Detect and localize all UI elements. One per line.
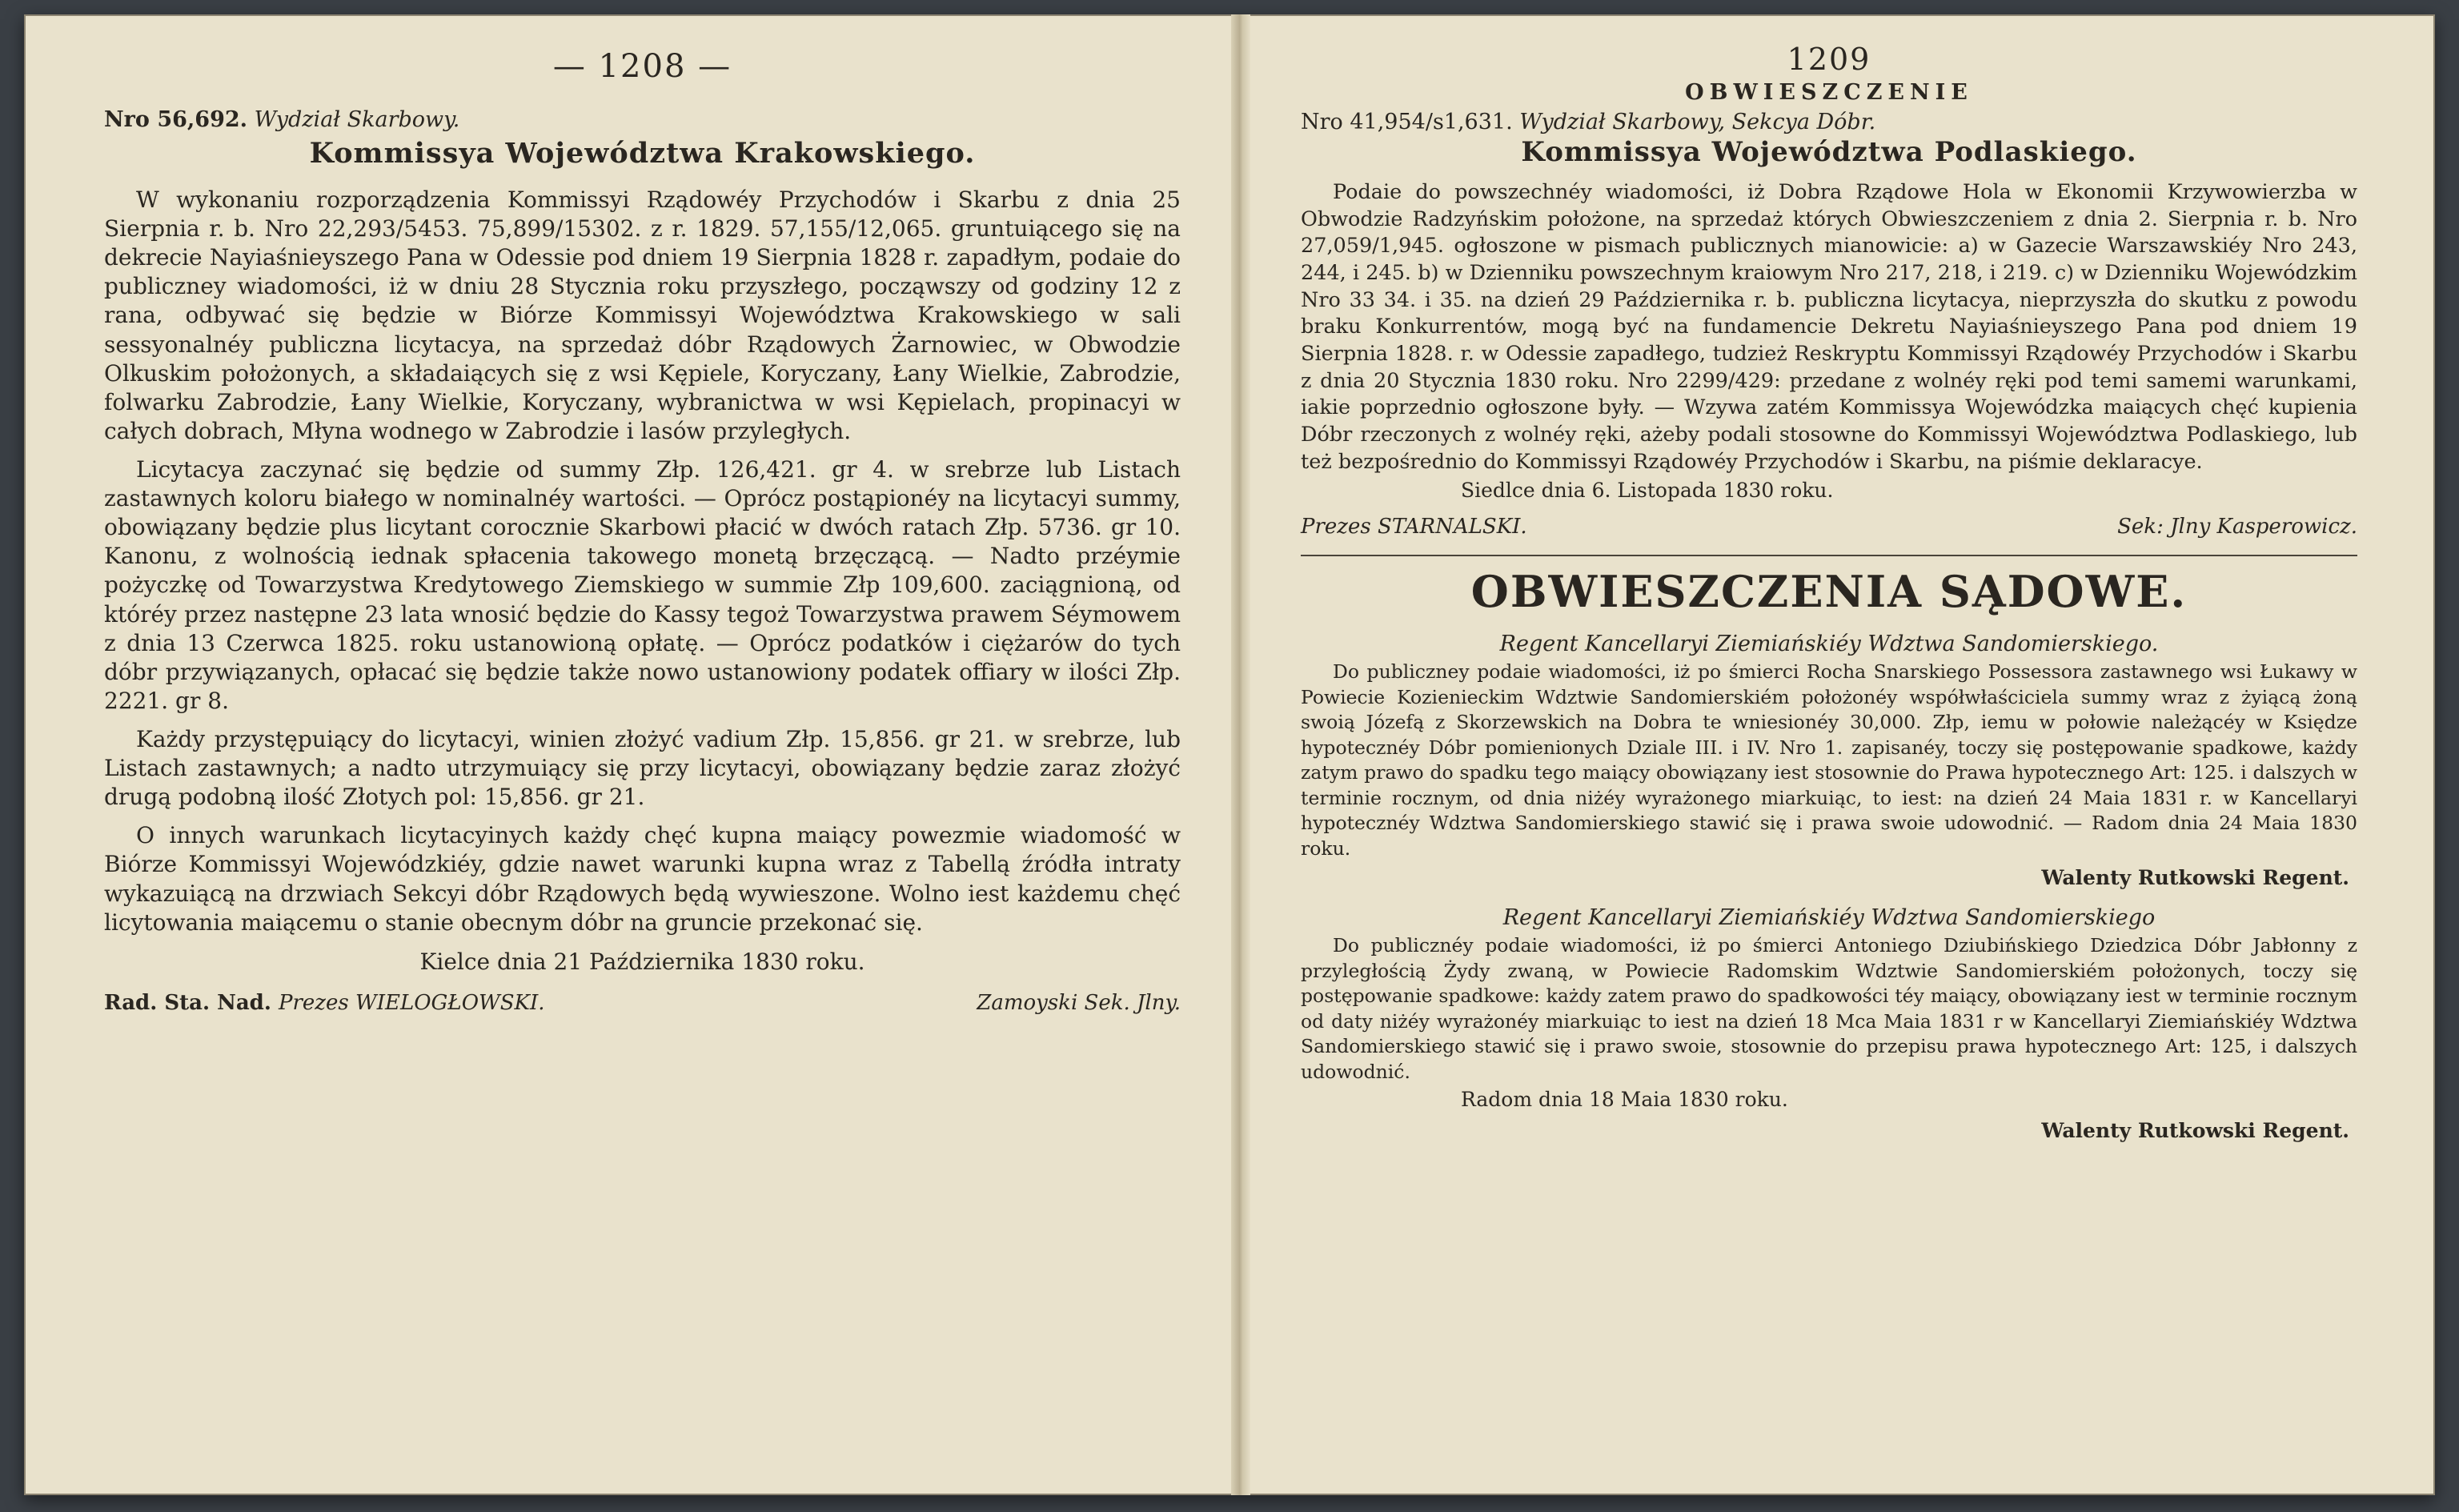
left-signatures: [104, 991, 1181, 1015]
left-date-line: Kielce dnia 21 Października 1830 roku.: [419, 948, 865, 975]
right-notice-sign-left: Prezes STARNALSKI.: [1301, 515, 1527, 539]
left-header: [104, 107, 1181, 132]
left-page: [104, 14, 1181, 1495]
court-notices: [1301, 632, 2357, 1142]
left-signature-right: Zamoyski Sek. Jlny.: [977, 990, 1181, 1015]
right-notice: [1301, 179, 2357, 539]
court-notice-1-regent: Regent Kancellaryi Ziemiańskiéy Wdztwa Sandomierskiego.: [1499, 632, 2159, 657]
newspaper-spread: [24, 14, 2435, 1495]
court-notice-2-sign: Walenty Rutkowski Regent.: [2041, 1119, 2349, 1142]
left-signature-office: Rad. Sta. Nad.: [104, 990, 271, 1015]
right-header-dept: Wydział Skarbowy, Sekcya Dóbr.: [1519, 110, 1876, 134]
left-paragraph-2: Licytacya zaczynać się będzie od summy Złp. 126,421. gr 4. w srebrze lub Listach zastawnych koloru białego w nominalnéy wartości. — Oprócz postąpionéy na licytacyi summy, obowiązany będzie plus licytant corocznie Skarbowi płacić w dwóch ratach Złp. 5736. gr 10. Kanonu, z wolnością iednak spłacenia takowego monetą brzęczącą. — Nadto przéymie pożyczkę od Towarzystwa Kredytowego Ziemskiego w summie Złp 109,600. zaciągnioną, od któréy przez następne 23 lata wnosić będzie do Kassy tegoż Towarzystwa prawem Séymowem z dnia 13 Czerwca 1825. roku ustanowioną opłatę. — Oprócz podatków i ciężarów do tych dóbr przywiązanych, opłacać się będzie także nowo ustanowiony podatek offiary w ilości Złp. 2221. gr 8.: [104, 455, 1181, 714]
court-notice-1-text: Do publiczney podaie wiadomości, iż po śmierci Rocha Snarskiego Possessora zastawnego wsi Łukawy w Powiecie Kozienieckim Wdztwie Sandomierskiém położonéy współwłaściciela summy wraz z żyiącą żoną swoią Józefą z Skorzewskich na Dobra te wniesionéy 30,000. Złp, iemu w połowie należącéy w Księdze hypotecznéy Dóbr pomienionych Dziale III. i IV. Nro 1. zapisanéy, toczy się postępowanie spadkowe, każdy zatym prawo do spadku tego maiący obowiązany iest stosownie do Prawa hypotecznego Art: 125. i dalszych w terminie rocznym, od dnia niżéy wyrażonego miarkuiąc, to iest: na dzień 24 Maia 1831 r. w Kancellaryi hypotecznéy Wdztwa Sandomierskiego stawić się i prawa swoie udowodnić. — Radom dnia 24 Maia 1830 roku.: [1301, 660, 2357, 860]
left-signature-prezes: Prezes WIELOGŁOWSKI.: [278, 990, 545, 1015]
right-header-number: Nro 41,954/s1,631.: [1301, 110, 1513, 134]
court-notice-2-date: Radom dnia 18 Maia 1830 roku.: [1461, 1088, 1788, 1111]
right-obwieszczenie-heading: OBWIESZCZENIE: [1685, 80, 1973, 105]
page-fold: [1231, 14, 1250, 1495]
court-notice-1-sign: Walenty Rutkowski Regent.: [2041, 866, 2349, 890]
left-header-dept: Wydział Skarbowy.: [254, 107, 460, 132]
left-paragraph-3: Każdy przystępuiący do licytacyi, winien złożyć vadium Złp. 15,856. gr 21. w srebrze, lub Listach zastawnych; a nadto utrzymuiący się przy licytacyi, obowiązany będzie zaraz złożyć drugą podobną ilość Złotych pol: 15,856. gr 21.: [104, 725, 1181, 811]
right-header: [1301, 110, 2357, 134]
right-notice-text: Podaie do powszechnéy wiadomości, iż Dobra Rządowe Hola w Ekonomii Krzywowierzba w Obwodzie Radzyńskim położone, na sprzedaż których Obwieszczeniem z dnia 2. Sierpnia r. b. Nro 27,059/1,945. ogłoszone w pismach publicznych mianowicie: a) w Gazecie Warszawskiéy Nro 243, 244, i 245. b) w Dzienniku powszechnym kraiowym Nro 217, 218, i 219. c) w Dzienniku Wojewódzkim Nro 33 34. i 35. na dzień 29 Października r. b. publiczna licytacya, nieprzyszła do skutku z powodu braku Konkurrentów, mogą być na fundamencie Dekretu Nayiaśnieyszego Pana pod dniem 19 Sierpnia 1828. r. w Odessie zapadłego, tudzież Reskryptu Kommissyi Rządowéy Przychodów i Skarbu z dnia 20 Stycznia 1830 roku. Nro 2299/429: przedane z wolnéy ręki pod temi samemi warunkami, iakie poprzednio ogłoszone były. — Wzywa zatém Kommissya Wojewódzka maiących chęć kupienia Dóbr rzeczonych z wolnéy ręki, ażeby podali stosowne do Kommissyi Województwa Podlaskiego, lub też bezpośrednio do Kommissyi Rządowéy Przychodów i Skarbu, na piśmie deklaracye.: [1301, 180, 2357, 474]
right-notice-sign-right: Sek: Jlny Kasperowicz.: [2117, 515, 2357, 539]
left-header-number: Nro 56,692.: [104, 107, 248, 132]
right-page-number: 1209: [1787, 42, 1871, 77]
right-title: Kommissya Województwa Podlaskiego.: [1521, 136, 2137, 168]
right-page: [1301, 14, 2357, 1495]
left-paragraph-1: W wykonaniu rozporządzenia Kommissyi Rządowéy Przychodów i Skarbu z dnia 25 Sierpnia r. b. Nro 22,293/5453. 75,899/15302. z r. 1829. 57,155/12,065. gruntuiącego się na dekrecie Nayiaśnieyszego Pana w Odessie pod dniem 19 Sierpnia 1828 r. zapadłym, podaie do publiczney wiadomości, iż w dniu 28 Stycznia roku przyszłego, począwszy od godziny 12 z rana, odbywać się będzie w Biórze Kommissyi Województwa Krakowskiego w sali sessyonalnéy publiczna licytacya, na sprzedaż dóbr Rządowych Żarnowiec, w Obwodzie Olkuskim położonych, a składaiących się z wsi Kępiele, Koryczany, Łany Wielkie, Zabrodzie, folwarku Zabrodzie, Łany Wielkie, Koryczany, wybranictwa w wsi Kępielach, propinacyi w całych dobrach, Młyna wodnego w Zabrodzie i lasów przyległych.: [104, 186, 1181, 444]
court-notice-2-regent: Regent Kancellaryi Ziemiańskiéy Wdztwa Sandomierskiego: [1502, 905, 2156, 931]
left-title: Kommissya Województwa Krakowskiego.: [309, 137, 976, 170]
right-notice-signatures: [1301, 515, 2357, 539]
left-page-number: — 1208 —: [552, 48, 732, 85]
section-divider: [1301, 555, 2357, 556]
left-signature-left: [104, 991, 545, 1015]
section-title: OBWIESZCZENIA SĄDOWE.: [1470, 566, 2188, 618]
right-notice-date: Siedlce dnia 6. Listopada 1830 roku.: [1461, 479, 1834, 503]
court-notice-2-text: Do publicznéy podaie wiadomości, iż po śmierci Antoniego Dziubińskiego Dziedzica Dóbr Jabłonny z przyległością Żydy zwaną, w Powiecie Radomskim Wdztwie Sandomierskiém położonych, toczy się postępowanie spadkowe: każdy zatem prawo do spadkowości téy maiący, obowiązany iest w terminie rocznym od daty niżéy wyrażonéy miarkuiąc to iest na dzień 18 Mca Maia 1831 r w Kancellaryi Ziemiańskiéy Wdztwa Sandomierskiego stawić się i prawo swoie, stosownie do przepisu prawa hypotecznego Art: 125, i dalszych udowodnić.: [1301, 934, 2357, 1083]
left-paragraph-4: O innych warunkach licytacyinych każdy chęć kupna maiący powezmie wiadomość w Biórze Kommissyi Wojewódzkiéy, gdzie nawet warunki kupna wraz z Tabellą źródła intraty wykazuiącą na drzwiach Sekcyi dóbr Rządowych będą wywieszone. Wolno iest każdemu chęć licytowania maiącemu o stanie obecnym dóbr na gruncie przekonać się.: [104, 822, 1181, 936]
